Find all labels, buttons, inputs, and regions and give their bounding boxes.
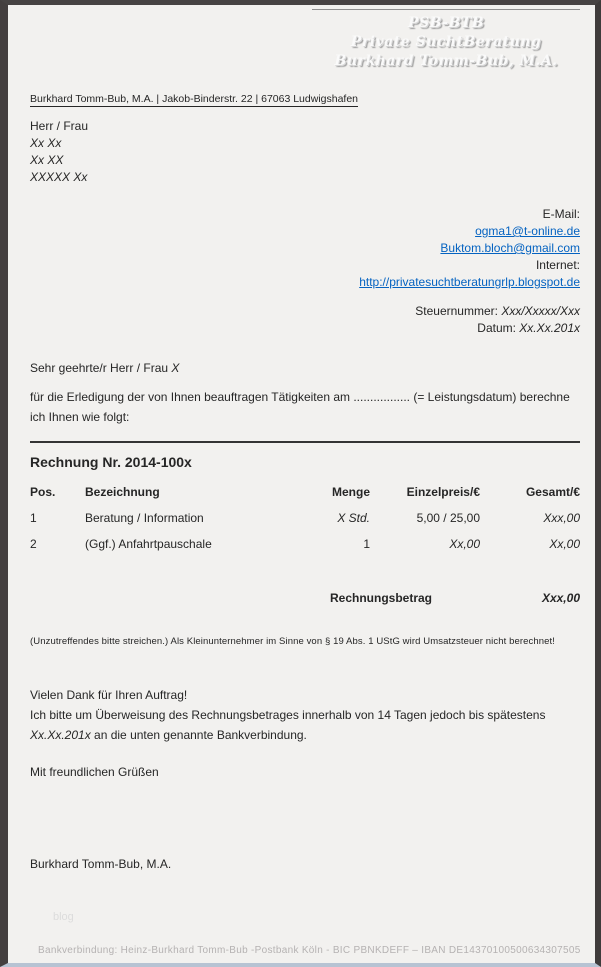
column-header-total: Gesamt/€ [525,485,580,499]
recipient-salutation: Herr / Frau [30,119,89,133]
bank-details: Heinz-Burkhard Tomm-Bub -Postbank Köln - BIC PBNKDEFF – IBAN DE14370100500634307505 [120,945,581,956]
tax-number-label: Steuernummer: [415,304,502,318]
cell-unit-price: Xx,00 [449,537,480,551]
total-label: Rechnungsbetrag [330,591,433,605]
bank-label: Bankverbindung: [38,945,121,956]
tax-number-value: Xxx/Xxxxx/Xxx [501,304,580,318]
date-label: Datum: [477,321,520,335]
email-label: E-Mail: [542,207,580,221]
invoice-total-row [30,591,580,605]
thanks-line: Vielen Dank für Ihren Auftrag! [30,688,188,702]
cell-total: Xxx,00 [543,511,580,525]
logo-line-company: Private SuchtBeratung [350,34,542,50]
blog-watermark: blog [53,911,74,923]
contact-block [30,206,580,337]
cell-unit-price: 5,00 / 25,00 [416,511,480,525]
sender-return-address [30,93,580,105]
closing-block [30,685,580,874]
table-header-row [30,485,580,499]
table-row [30,537,580,551]
website-link[interactable]: http://privatesuchtberatungrlp.blogspot.de [359,275,580,289]
cell-qty: X Std. [337,511,370,525]
logo-line-abbrev: PSB-BTB [407,15,485,31]
salutation-line [30,361,580,375]
cell-description: Beratung / Information [85,511,204,525]
salutation-name-placeholder: X [171,361,180,375]
column-header-unit-price: Einzelpreis/€ [406,485,480,499]
email-link-primary[interactable]: ogma1@t-online.de [475,224,580,238]
signature-name: Burkhard Tomm-Bub, M.A. [30,857,172,871]
cell-pos: 1 [30,511,37,525]
intro-paragraph: für die Erledigung der von Ihnen beauftragen Tätigkeiten am ................. (= Leistungsdatum) berechne ich Ihnen wie folgt: [30,390,570,424]
bank-details-footer [38,945,580,956]
logo-line-owner: Burkhard Tomm-Bub, M.A. [334,53,558,69]
email-link-secondary[interactable]: Buktom.bloch@gmail.com [440,241,580,255]
payment-terms-paragraph [30,705,580,745]
invoice-number-title: Rechnung Nr. 2014-100x [30,454,192,470]
recipient-city: XXXXX Xx [30,170,88,184]
payment-terms-text: Ich bitte um Überweisung des Rechnungsbetrages innerhalb von 14 Tagen jedoch bis spätestens [30,708,546,722]
cell-qty: 1 [363,537,370,551]
column-header-pos: Pos. [30,485,56,499]
total-value: Xxx,00 [541,591,580,605]
payment-due-date-placeholder: Xx.Xx.201x [30,728,91,742]
cell-pos: 2 [30,537,37,551]
date-value: Xx.Xx.201x [519,321,580,335]
tax-exemption-note: (Unzutreffendes bitte streichen.) Als Kleinunternehmer im Sinne von § 19 Abs. 1 UStG wird Umsatzsteuer nicht berechnet! [30,636,555,647]
payment-terms-tail: an die unten genannte Bankverbindung. [90,728,307,742]
salutation-text: Sehr geehrte/r Herr / Frau [30,361,172,375]
recipient-name: Xx Xx [30,136,62,150]
cell-description: (Ggf.) Anfahrtpauschale [85,537,212,551]
column-header-qty: Menge [331,485,370,499]
cell-total: Xx,00 [549,537,580,551]
section-divider [30,441,580,443]
sender-line: Burkhard Tomm-Bub, M.A. | Jakob-Binderstr. 22 | 67063 Ludwigshafen [30,93,359,105]
table-row [30,511,580,525]
tax-number-line [30,303,580,320]
date-line [30,320,580,337]
regards-line: Mit freundlichen Grüßen [30,765,159,779]
column-header-description: Bezeichnung [85,485,160,499]
company-logo [312,9,580,71]
recipient-street: Xx XX [30,153,64,167]
internet-label: Internet: [535,258,580,272]
recipient-address-block [30,118,580,186]
